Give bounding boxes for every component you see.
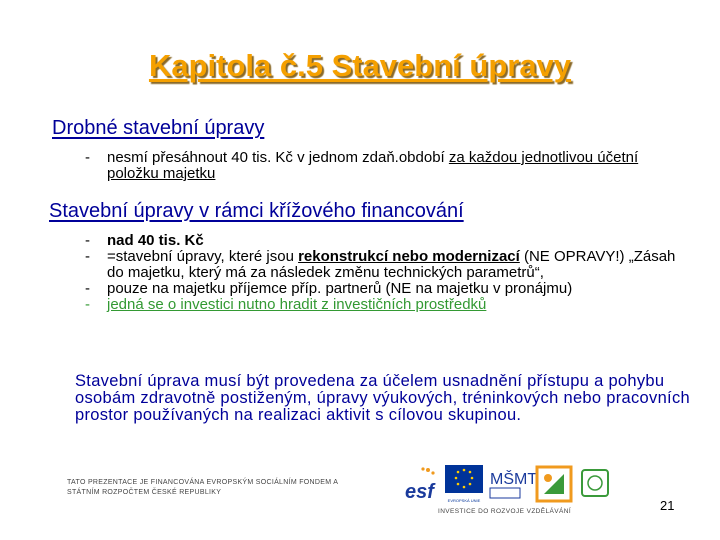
section2-bullet-list xyxy=(85,233,685,313)
main-paragraph: Stavební úprava musí být provedena za účelem usnadnění přístupu a pohybu osobám zdravotně postiženým, úpravy výukových, tréninkových nebo pracovních prostor používaných na realizaci aktivit s cílovou skupinou. xyxy=(75,372,690,424)
op-logo xyxy=(534,464,574,504)
bullet-underlined-text: za každou jednotlivou účetní položku majetku xyxy=(107,149,639,182)
bullet-item xyxy=(85,150,685,182)
bullet-text: pouze na majetku příjemce příp. partnerů (NE na majetku v pronájmu) xyxy=(107,280,573,297)
funding-notice: TATO PREZENTACE JE FINANCOVÁNA EVROPSKÝM SOCIÁLNÍM FONDEM A STÁTNÍM ROZPOČTEM ČESKÉ REPUBLIKY xyxy=(67,479,338,496)
eu-flag-logo xyxy=(444,464,484,504)
slide-title: Kapitola č.5 Stavební úpravy xyxy=(148,48,572,83)
bullet-dash: - xyxy=(85,280,90,297)
bullet-text-after: (NE OPRAVY!) „Zásah do majetku, který má za následek změnu technických parametrů“, xyxy=(107,248,676,281)
bullet-text: jedná se o investici nutno hradit z investičních prostředků xyxy=(107,296,487,313)
stamp-logo xyxy=(579,464,611,504)
esf-logo-text: esf xyxy=(405,481,434,503)
section-heading-krizove: Stavební úpravy v rámci křížového financování xyxy=(49,200,464,222)
esf-logo xyxy=(404,464,440,504)
bullet-item xyxy=(85,297,685,313)
msmt-logo xyxy=(488,464,538,504)
bullet-dash: - xyxy=(85,248,90,265)
bullet-dash: - xyxy=(85,232,90,249)
bullet-emphasis: rekonstrukcí nebo modernizací xyxy=(298,248,520,265)
bullet-item xyxy=(85,233,685,249)
logos-caption: INVESTICE DO ROZVOJE VZDĚLÁVÁNÍ xyxy=(438,508,572,515)
bullet-text: =stavební úpravy, které jsou xyxy=(107,248,299,265)
bullet-item xyxy=(85,281,685,297)
bullet-item xyxy=(85,249,685,281)
bullet-text: nad 40 tis. Kč xyxy=(107,232,204,249)
page-number: 21 xyxy=(660,498,675,513)
funding-logos xyxy=(404,464,614,509)
eu-caption: EVROPSKÁ UNIE xyxy=(447,498,481,503)
bullet-text: nesmí přesáhnout 40 tis. Kč v jednom zdaň.období xyxy=(107,149,449,166)
section1-bullet-list xyxy=(85,150,685,182)
bullet-dash: - xyxy=(85,149,90,166)
section-heading-drobne: Drobné stavební úpravy xyxy=(52,117,265,139)
bullet-dash: - xyxy=(85,296,90,313)
msmt-logo-text: MŠMT xyxy=(490,471,538,488)
